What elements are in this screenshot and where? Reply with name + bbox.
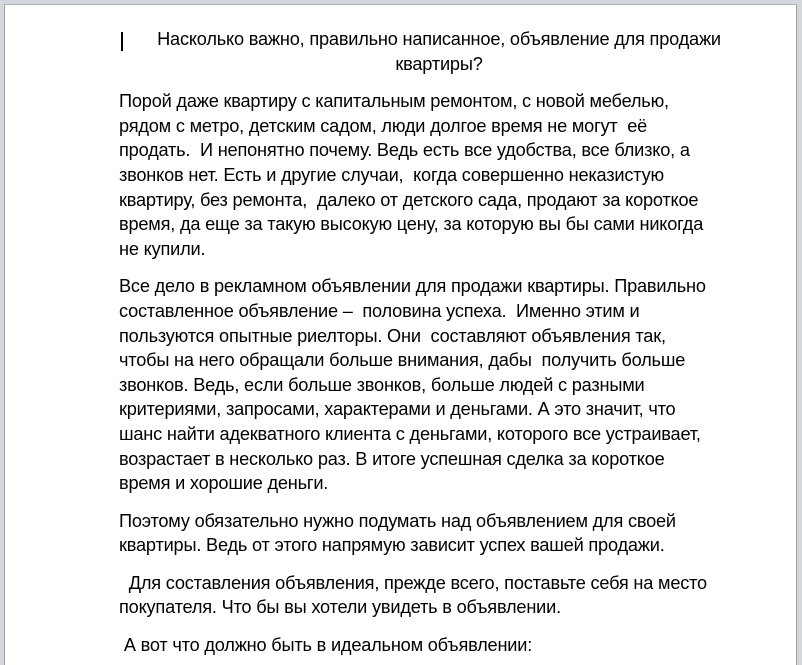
paragraph (119, 509, 759, 558)
paragraph-line: шанс найти адекватного клиента с деньгами, которого все устраивает, (119, 423, 701, 444)
paragraph-line: чтобы на него обращали больше внимания, дабы получить больше (119, 350, 686, 371)
paragraph-line: время, да еще за такую высокую цену, за которую вы бы сами никогда (119, 214, 704, 235)
paragraph-line: звонков нет. Есть и другие случаи, когда совершенно неказистую (119, 164, 664, 185)
document-body[interactable] (119, 27, 759, 658)
paragraph-line: пользуются опытные риелторы. Они составляют объявления так, (119, 325, 666, 346)
paragraph-line: Все дело в рекламном объявлении для продажи квартиры. Правильно (119, 276, 706, 297)
title-line: Насколько важно, правильно написанное, объявление для продажи (157, 29, 721, 49)
title-line: квартиры? (395, 53, 483, 74)
paragraph-line: время и хорошие деньги. (119, 473, 329, 494)
paragraph-line: рядом с метро, детским садом, люди долгое время не могут её (119, 115, 648, 136)
paragraph (119, 274, 759, 495)
paragraph-line: критериями, запросами, характерами и деньгами. А это значит, что (119, 399, 676, 420)
paragraph-line: А вот что должно быть в идеальном объявлении: (119, 635, 533, 656)
document-page[interactable] (4, 4, 797, 665)
paragraph-line: составленное объявление – половина успеха. Именно этим и (119, 300, 640, 321)
paragraph-line: возрастает в несколько раз. В итоге успешная сделка за короткое (119, 448, 665, 469)
paragraph (119, 89, 759, 261)
paragraph-line: квартиры. Ведь от этого напрямую зависит успех вашей продажи. (119, 535, 665, 556)
paragraph-line: Поэтому обязательно нужно подумать над объявлением для своей (119, 510, 676, 531)
paragraph-line: покупателя. Что бы вы хотели увидеть в объявлении. (119, 597, 561, 618)
paragraph-line: Порой даже квартиру с капитальным ремонтом, с новой мебелью, (119, 91, 669, 112)
document-title (113, 27, 765, 76)
paragraph-line: Для составления объявления, прежде всего, поставьте себя на место (119, 572, 707, 593)
paragraph-line: квартиру, без ремонта, далеко от детского сада, продают за короткое (119, 189, 699, 210)
paragraph (119, 633, 759, 658)
paragraph (119, 571, 759, 620)
text-cursor (121, 32, 123, 51)
paragraph-line: не купили. (119, 238, 206, 259)
paragraph-line: продать. И непонятно почему. Ведь есть все удобства, все близко, а (119, 140, 690, 161)
paragraph-line: звонков. Ведь, если больше звонков, больше людей с разными (119, 374, 645, 395)
